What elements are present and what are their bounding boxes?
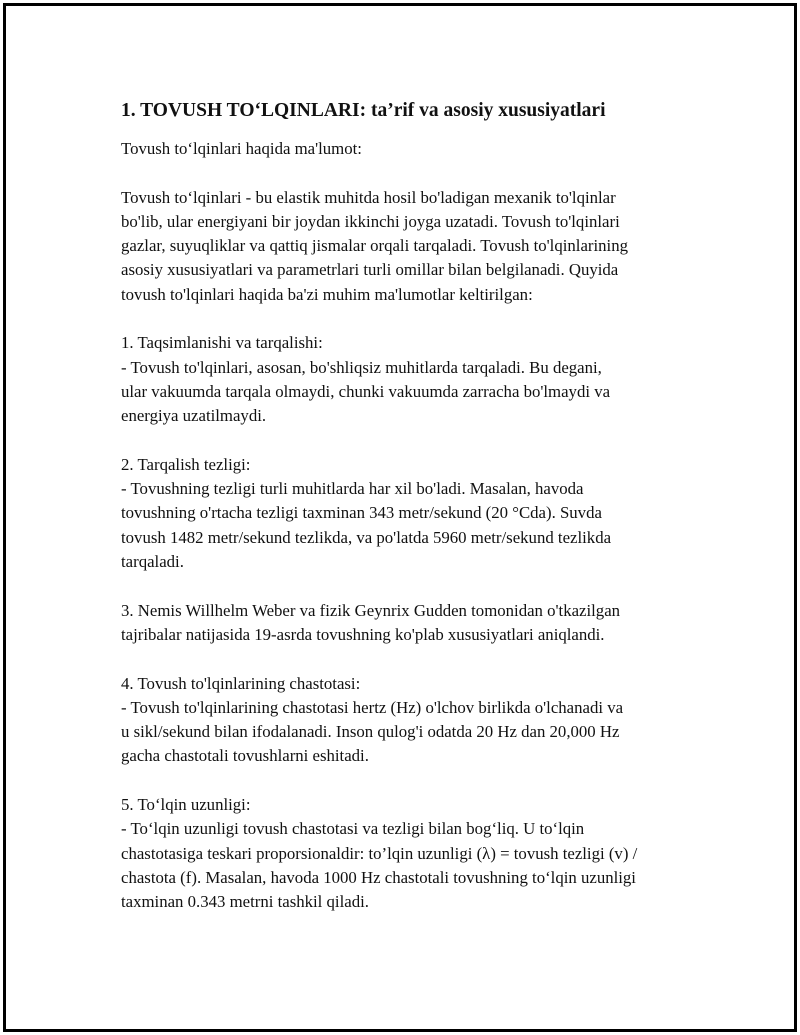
section-history: 3. Nemis Willhelm Weber va fizik Geynrix Gudden tomonidan o'tkazilgan tajribalar natijasida 19-asrda tovushning ko'plab xususiyatlari aniqlandi. <box>121 600 621 644</box>
page-border <box>3 3 797 1032</box>
section-frequency: 4. Tovush to'lqinlarining chastotasi: - Tovush to'lqinlarining chastotasi hertz (Hz) o'lchov birlikda o'lchanadi va u sikl/sekund bilan ifodalanadi. Inson qulog'i odatda 20 Hz dan 20,000 Hz gacha chastotali tovushlarni eshitadi. <box>121 673 624 766</box>
definition-paragraph: Tovush to‘lqinlari - bu elastik muhitda hosil bo'ladigan mexanik to'lqinlar bo'lib, ular energiyani bir joydan ikkinchi joyga uzatadi. Tovush to'lqinlari gazlar, suyuqliklar va qattiq jismalar orqali tarqaladi. Tovush to'lqinlarining asosiy xususiyatlari va parametrlari turli omillar bilan belgilanadi. Quyida tovush to'lqinlari haqida ba'zi muhim ma'lumotlar keltirilgan: <box>121 187 628 304</box>
document-title: 1. TOVUSH TO‘LQINLARI: ta’rif va asosiy xususiyatlari <box>121 100 606 121</box>
intro-paragraph: Tovush to‘lqinlari haqida ma'lumot: <box>121 139 362 158</box>
section-distribution: 1. Taqsimlanishi va tarqalishi: - Tovush to'lqinlari, asosan, bo'shliqsiz muhitlarda tarqaladi. Bu degani, ular vakuumda tarqala olmaydi, chunki vakuumda zarracha bo'lmaydi va energiya uzatilmaydi. <box>121 333 611 426</box>
document-body <box>121 98 701 915</box>
section-propagation-speed: 2. Tarqalish tezligi: - Tovushning tezligi turli muhitlarda har xil bo'ladi. Masalan, havoda tovushning o'rtacha tezligi taxminan 343 metr/sekund (20 °Cda). Suvda tovush 1482 metr/sekund tezlikda, va po'latda 5960 metr/sekund tezlikda tarqaladi. <box>121 454 612 572</box>
section-wavelength: 5. To‘lqin uzunligi: - To‘lqin uzunligi tovush chastotasi va tezligi bilan bog‘liq. U to‘lqin chastotasiga teskari proporsionaldir: to’lqin uzunligi (λ) = tovush tezligi (v) / chastota (f). Masalan, havoda 1000 Hz chastotali tovushning to‘lqin uzunligi taxminan 0.343 metrni tashkil qiladi. <box>121 795 638 912</box>
